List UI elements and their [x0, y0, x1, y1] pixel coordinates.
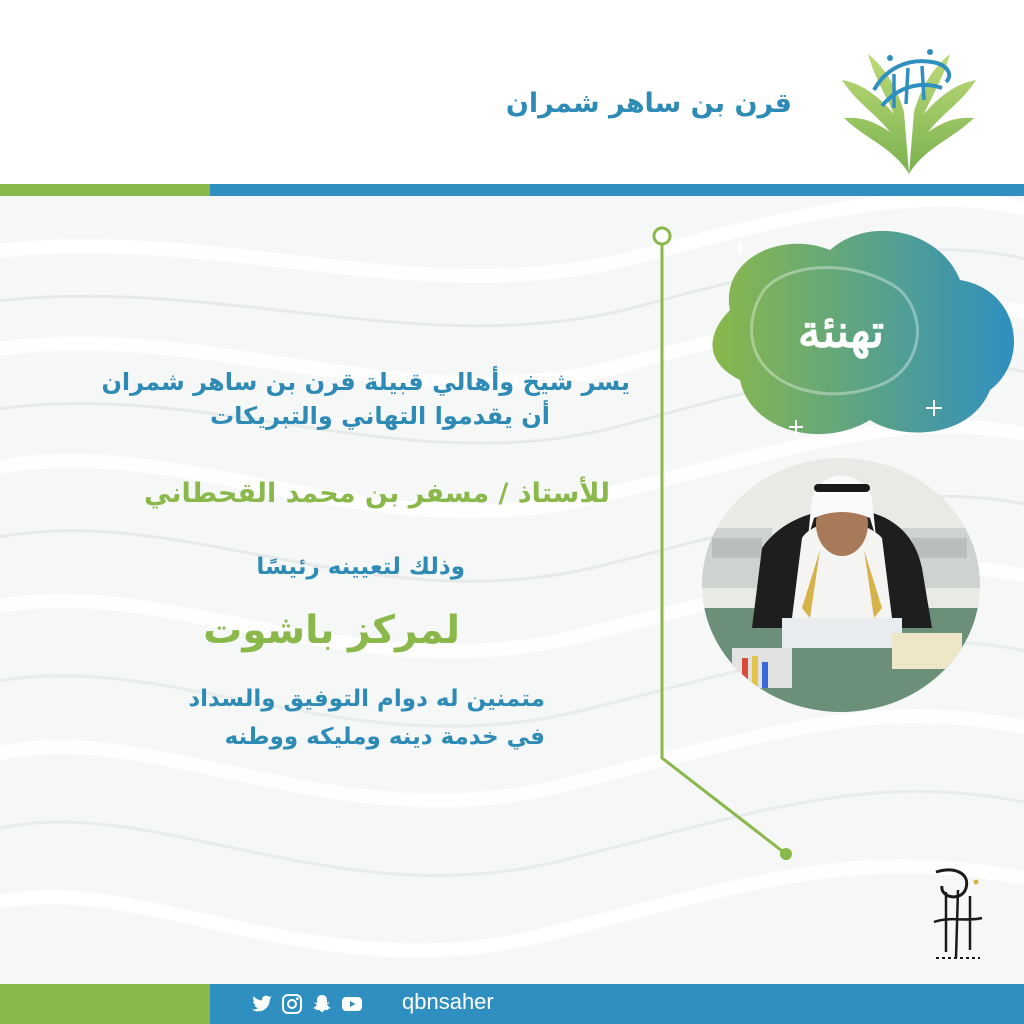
- header-stripe-green: [0, 184, 210, 196]
- signature-calligraphy-icon: [926, 862, 990, 972]
- twitter-icon[interactable]: [250, 992, 274, 1016]
- recipient-name: للأستاذ / مسفر بن محمد القحطاني: [144, 478, 610, 509]
- header: [0, 0, 1024, 184]
- message-line-4: وذلك لتعيينه رئيسًا: [256, 554, 465, 580]
- youtube-icon[interactable]: [340, 992, 364, 1016]
- congrats-badge-label: تهنئة: [797, 304, 885, 358]
- footer: [0, 984, 1024, 1024]
- footer-green-bar: [0, 984, 210, 1024]
- portrait-photo: [702, 458, 980, 712]
- social-handle[interactable]: qbnsaher: [402, 989, 494, 1014]
- calligraphy-logo-icon: [834, 28, 984, 176]
- social-icons: [250, 992, 364, 1016]
- snapchat-icon[interactable]: [310, 992, 334, 1016]
- message-line-1: يسر شيخ وأهالي قبيلة قرن بن ساهر شمران: [101, 368, 630, 396]
- position-title: لمركز باشوت: [203, 608, 460, 653]
- brand-title: قرن بن ساهر شمران: [505, 88, 792, 119]
- instagram-icon[interactable]: [280, 992, 304, 1016]
- header-stripe-blue: [210, 184, 1024, 196]
- message-line-6: متمنين له دوام التوفيق والسداد: [188, 686, 545, 712]
- main-card: [0, 196, 1024, 984]
- message-line-2: أن يقدموا التهاني والتبريكات: [209, 402, 550, 430]
- message-line-7: في خدمة دينه ومليكه ووطنه: [224, 724, 545, 750]
